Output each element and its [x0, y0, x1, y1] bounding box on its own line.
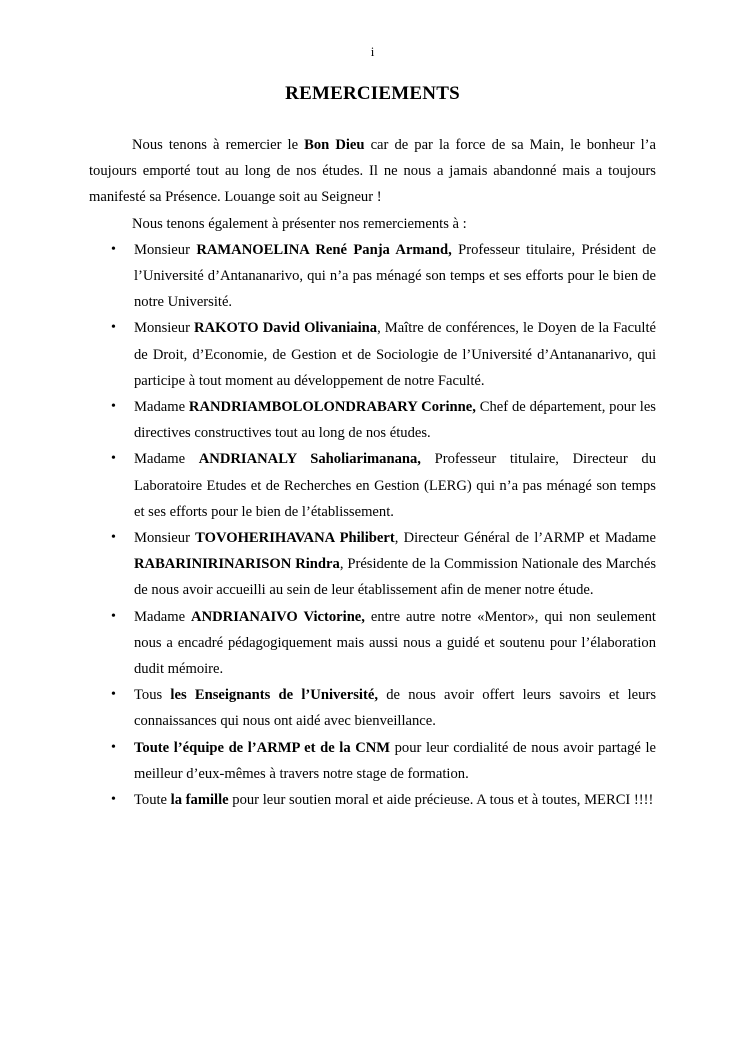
item-bold: ANDRIANALY Saholiarimanana, — [198, 451, 421, 468]
intro-text-end: car de par la force de sa Main, le bonheur l’a toujours emporté tout au long de nos études. Il ne nous a jamais abandonné mais a toujours manifesté sa Présence. Louange soit au Seigneur ! — [89, 137, 657, 206]
item-text: Madame — [134, 399, 189, 416]
item-text: Monsieur — [134, 241, 197, 258]
item-text: Tous — [134, 687, 171, 704]
bullet-icon: • — [111, 687, 116, 703]
document-body — [89, 132, 656, 813]
page-title: REMERCIEMENTS — [285, 83, 460, 104]
item-bold: RABARINIRINARISON Rindra — [134, 556, 340, 573]
item-text: Toute — [134, 792, 171, 809]
item-text: Monsieur — [134, 530, 196, 547]
bullet-icon: • — [111, 608, 116, 624]
item-bold: la famille — [170, 792, 229, 809]
item-text: Madame — [134, 451, 199, 468]
intro-lead: Nous tenons également à présenter nos remerciements à : — [132, 215, 467, 232]
item-text: entre autre notre «Mentor», qui non seulement nous a encadré pédagogiquement mais aussi nous a guidé et soutenu pour l’élaboration dudit mémoire. — [134, 608, 656, 678]
item-text: , Directeur Général de l’ARMP et Madame — [394, 530, 656, 547]
list-item — [89, 525, 656, 604]
bullet-icon: • — [111, 739, 116, 755]
item-text: de nous avoir offert leurs savoirs et leurs connaissances qui nous ont aidé avec bienveillance. — [134, 687, 656, 730]
bullet-icon: • — [111, 320, 116, 336]
item-bold: Toute l’équipe de l’ARMP et de la CNM — [134, 739, 391, 756]
list-item — [89, 315, 656, 394]
item-bold: RAMANOELINA René Panja Armand, — [196, 241, 452, 258]
bullet-icon: • — [111, 792, 116, 808]
page-number: i — [370, 44, 375, 59]
intro-paragraph — [89, 132, 656, 211]
intro-text-start: Nous tenons à remercier le — [132, 137, 305, 153]
item-bold: les Enseignants de l’Université, — [170, 687, 378, 704]
item-bold: ANDRIANAIVO Victorine, — [191, 608, 365, 625]
list-item — [89, 394, 656, 446]
intro-bold: Bon Dieu — [304, 137, 365, 153]
item-text: Professeur titulaire, Directeur du Laboratoire Etudes et de Recherches en Gestion (LERG) qui n’a pas ménagé son temps et ses efforts pour le bien de l’établissement. — [134, 451, 656, 520]
item-text: pour leur soutien moral et aide précieuse. A tous et à toutes, MERCI !!!! — [228, 792, 654, 809]
item-text: , Présidente de la Commission Nationale des Marchés de nous avoir accueilli au sein de leur établissement afin de mener notre étude. — [134, 556, 657, 599]
list-item — [89, 787, 656, 813]
item-text: Professeur titulaire, Président de l’Université d’Antananarivo, qui n’a pas ménagé son temps et ses efforts pour le bien de notre Université. — [134, 241, 656, 311]
bullet-icon: • — [111, 451, 116, 467]
item-text: pour leur cordialité de nous avoir partagé le meilleur d’eux-mêmes à travers notre stage de formation. — [134, 739, 656, 782]
list-item — [89, 682, 656, 734]
bullet-icon: • — [111, 530, 116, 546]
list-item — [89, 237, 656, 316]
item-text: Monsieur — [134, 320, 195, 337]
bullet-icon: • — [111, 399, 116, 415]
list-item — [89, 604, 656, 683]
item-bold: TOVOHERIHAVANA Philibert — [195, 530, 395, 547]
item-text: , Maître de conférences, le Doyen de la Faculté de Droit, d’Economie, de Gestion et de Sociologie de l’Université d’Antananarivo, qui participe à tout moment au développement de notre Faculté. — [134, 320, 656, 389]
list-item — [89, 446, 656, 525]
item-bold: RANDRIAMBOLOLONDRABARY Corinne, — [188, 399, 476, 416]
list-item — [89, 735, 656, 787]
item-bold: RAKOTO David Olivaniaina — [194, 320, 378, 337]
item-text: Chef de département, pour les directives constructives tout au long de nos études. — [134, 399, 656, 442]
bullet-icon: • — [111, 241, 116, 257]
item-text: Madame — [134, 608, 192, 625]
acknowledgements-list — [89, 237, 656, 813]
